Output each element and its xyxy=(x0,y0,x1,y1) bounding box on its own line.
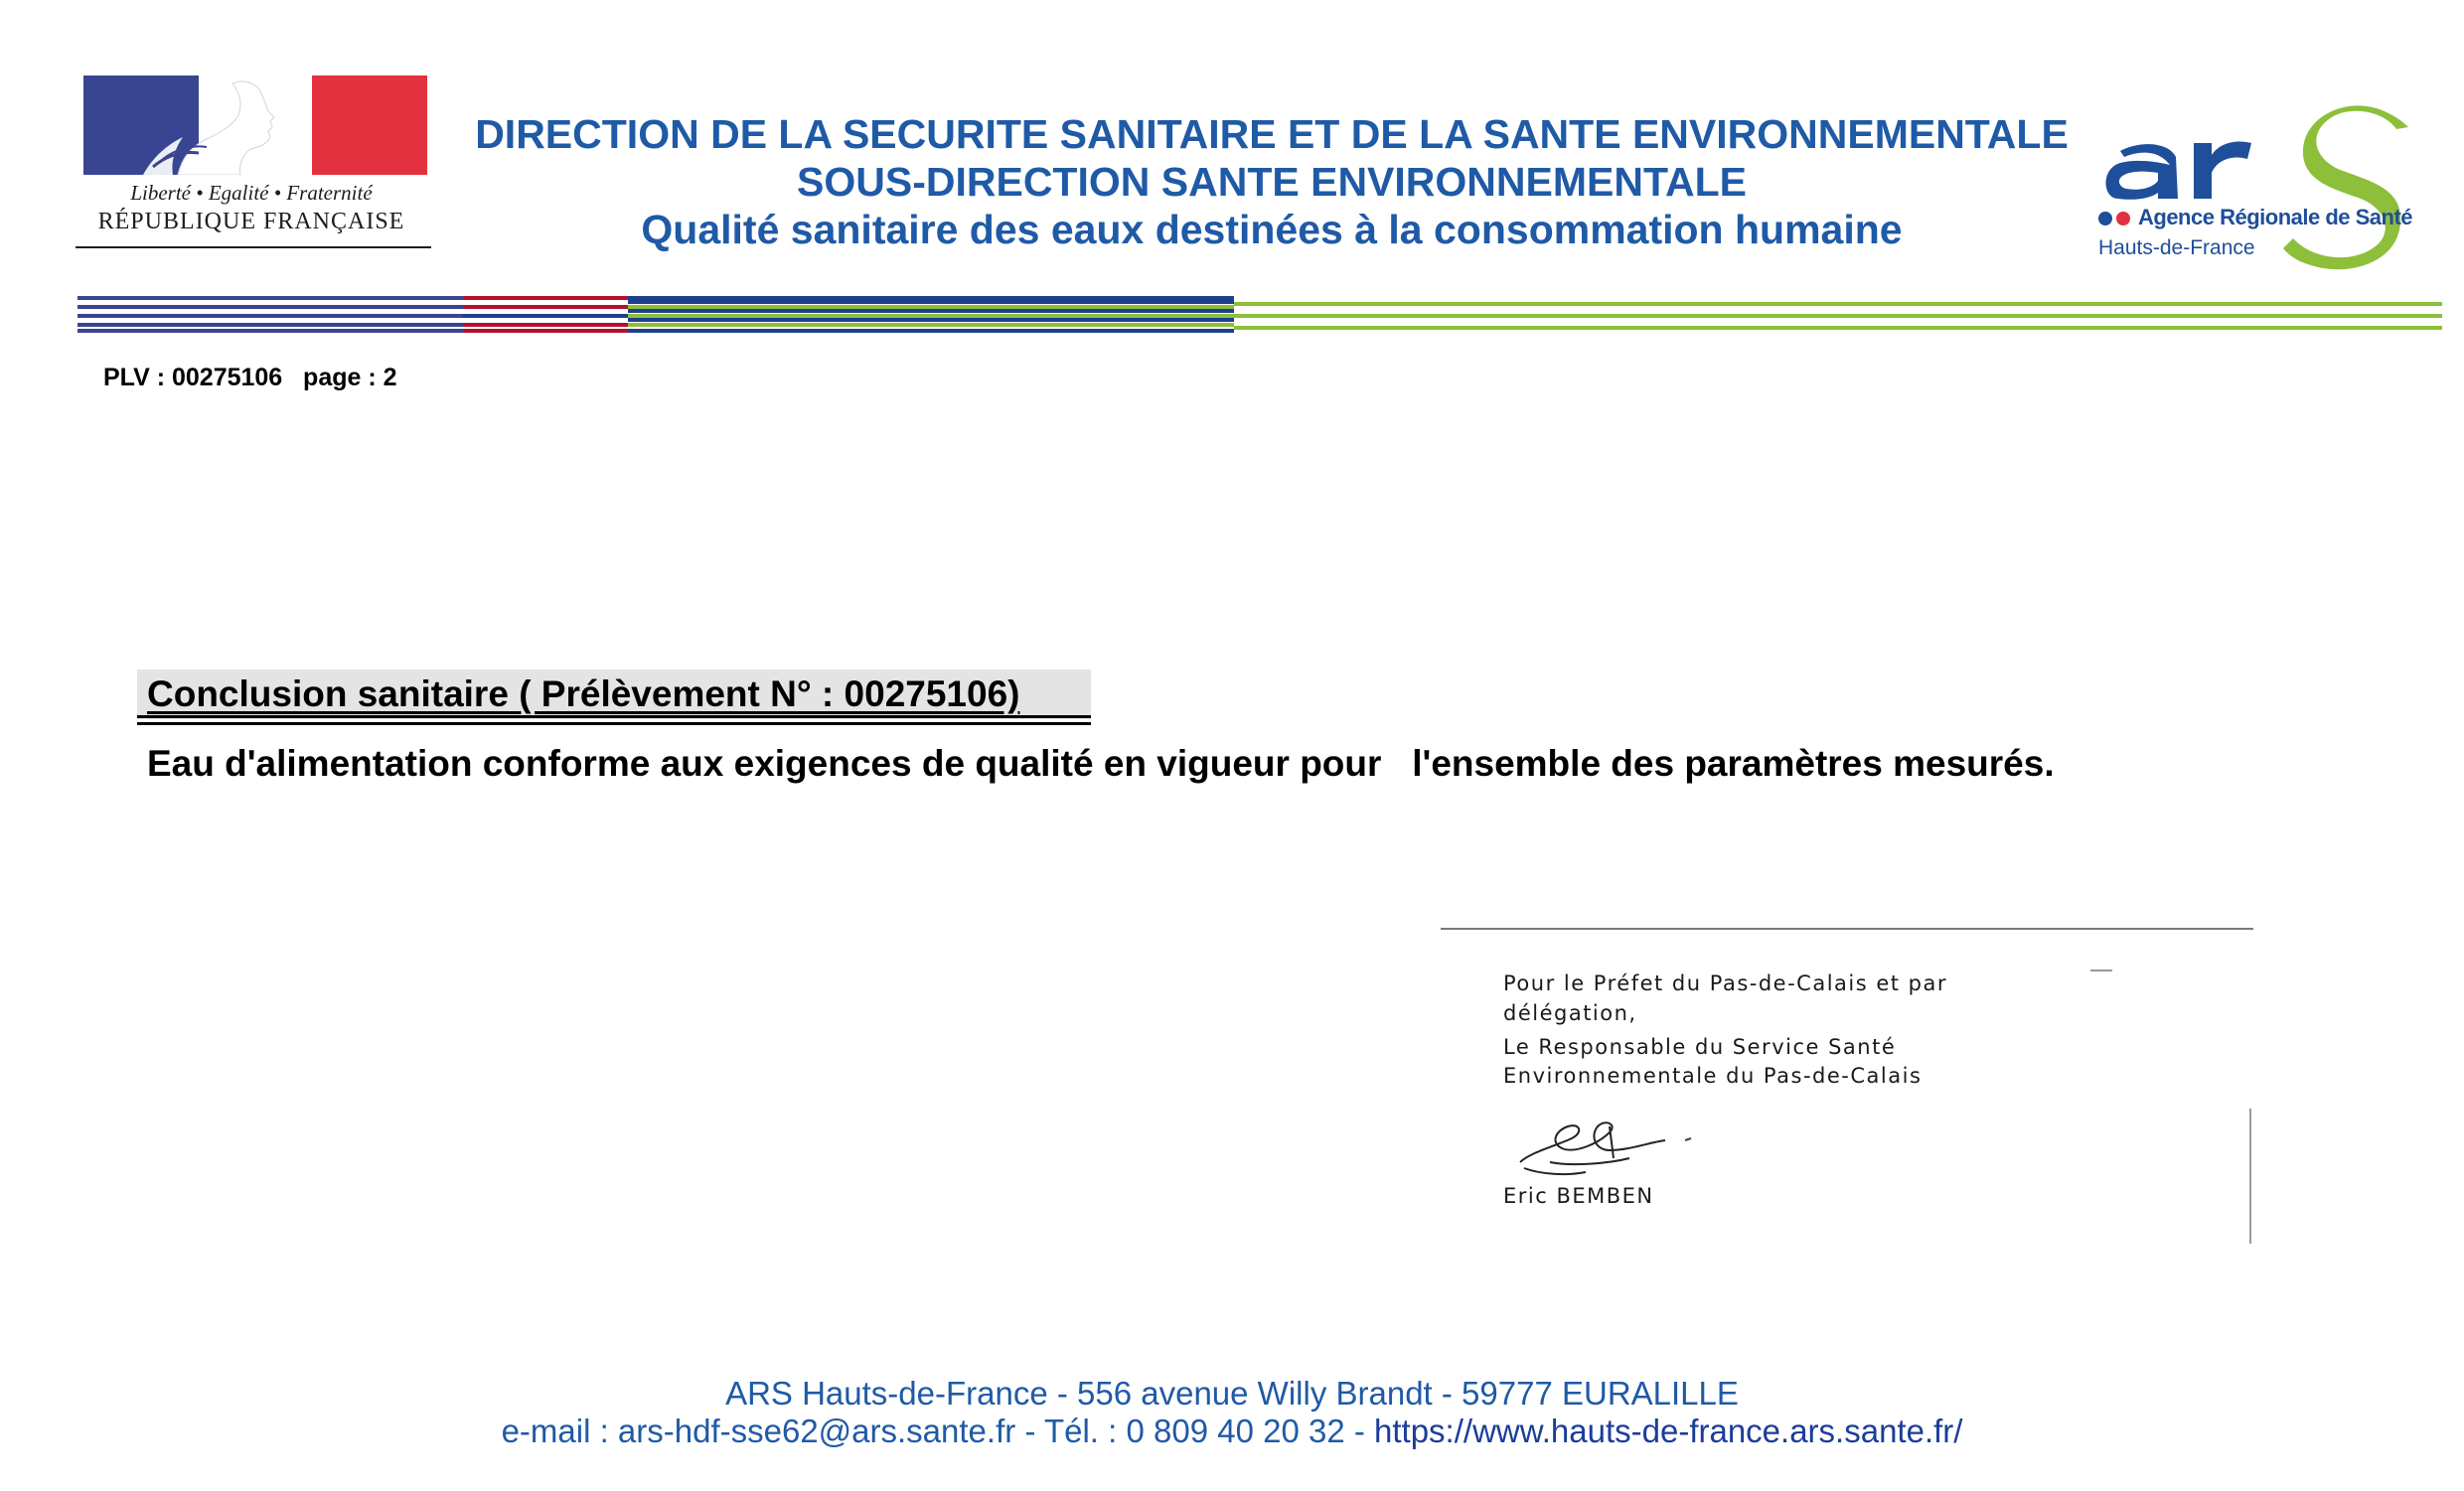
ars-blue-dot-icon xyxy=(2098,212,2112,225)
ars-logo xyxy=(2098,99,2436,290)
header-direction-title: DIRECTION DE LA SECURITE SANITAIRE ET DE LA SANTE ENVIRONNEMENTALE xyxy=(475,111,2069,157)
footer-contact xyxy=(0,1413,2464,1450)
ars-wordmark-icon xyxy=(2098,99,2436,290)
ars-region-name: Hauts-de-France xyxy=(2098,236,2255,259)
handwritten-signature-icon xyxy=(1510,1093,1759,1184)
ars-agency-name xyxy=(2098,205,2412,230)
signature-line-2: délégation, xyxy=(1503,1001,1637,1025)
signature-line-3: Le Responsable du Service Santé xyxy=(1503,1035,1897,1059)
sample-reference: PLV : 00275106 page : 2 xyxy=(103,364,397,391)
conclusion-title: Conclusion sanitaire ( Prélèvement N° : 00275106) xyxy=(147,673,1020,714)
signature-tick xyxy=(2090,969,2112,971)
logo-divider xyxy=(76,246,431,248)
signer-name: Eric BEMBEN xyxy=(1503,1184,1654,1208)
marianne-flag-icon xyxy=(83,75,427,175)
conclusion-rule-lower xyxy=(137,722,1091,725)
header-subject-title: Qualité sanitaire des eaux destinées à la consommation humaine xyxy=(641,207,1903,252)
signature-side-line xyxy=(2249,1109,2251,1244)
signature-line-1: Pour le Préfet du Pas-de-Calais et par xyxy=(1503,971,1948,995)
signature-line-4: Environnementale du Pas-de-Calais xyxy=(1503,1064,1923,1088)
conclusion-rule-upper xyxy=(137,715,1091,718)
footer-contact-details: e-mail : ars-hdf-sse62@ars.sante.fr - Tél. : 0 809 40 20 32 - xyxy=(501,1413,1375,1449)
signature-top-line xyxy=(1441,928,2253,930)
republique-francaise-logo xyxy=(76,75,433,252)
republic-motto: Liberté • Egalité • Fraternité xyxy=(130,181,373,205)
footer-website-link[interactable]: https://www.hauts-de-france.ars.sante.fr/ xyxy=(1374,1413,1963,1449)
conclusion-text: Eau d'alimentation conforme aux exigences de qualité en vigueur pour l'ensemble des paramètres mesurés. xyxy=(147,743,2055,784)
ars-agency-label: Agence Régionale de Santé xyxy=(2138,205,2413,229)
republic-name: RÉPUBLIQUE FRANÇAISE xyxy=(97,209,405,234)
header-subdirection-title: SOUS-DIRECTION SANTE ENVIRONNEMENTALE xyxy=(797,159,1747,205)
ars-red-dot-icon xyxy=(2116,212,2130,225)
header-stripe-band xyxy=(77,296,2442,334)
footer-address: ARS Hauts-de-France - 556 avenue Willy Brandt - 59777 EURALILLE xyxy=(725,1375,1739,1412)
